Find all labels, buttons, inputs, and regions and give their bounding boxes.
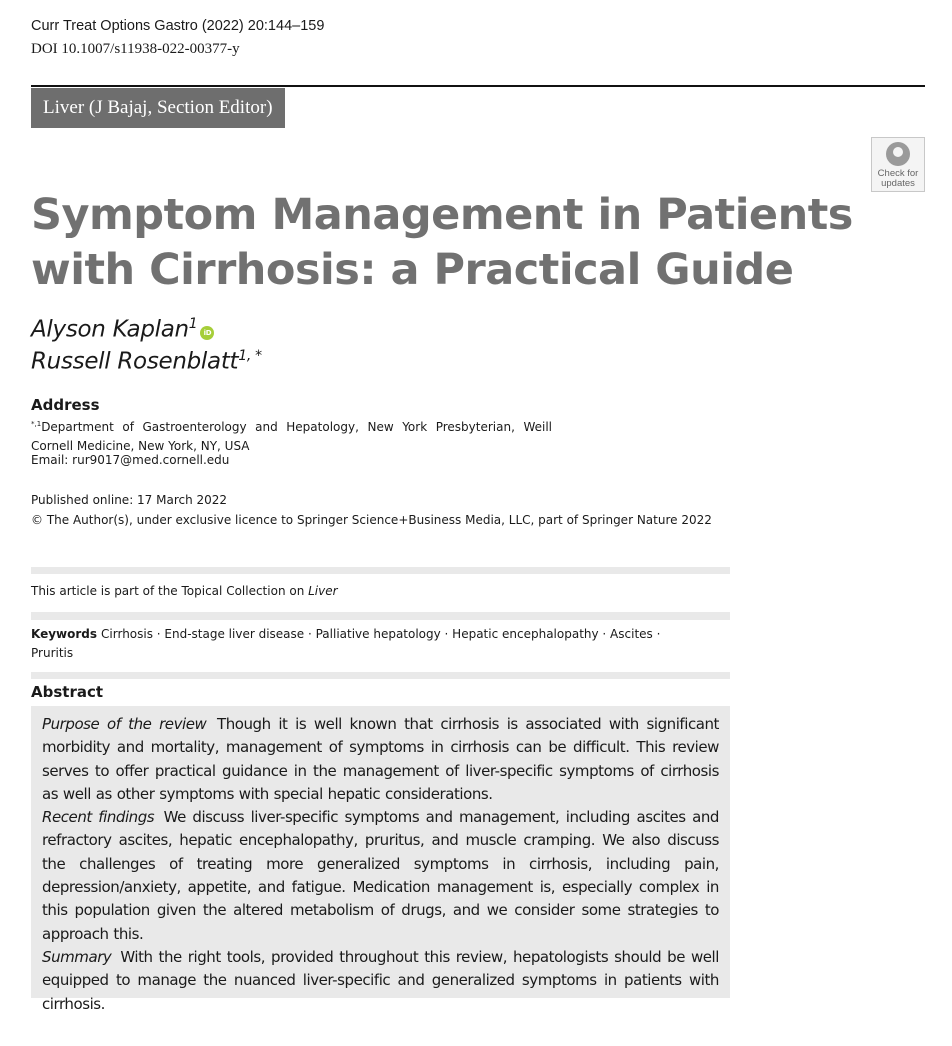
address-line: Department of Gastroenterology and Hepatology, New York Presbyterian, Weill Cornell Medicine, New York, NY, USA bbox=[31, 420, 552, 453]
summary-text: With the right tools, provided throughout this review, hepatologists should be well equipped to manage the nuanced liver-specific and generalized symptoms in patients with cirrhosis. bbox=[42, 947, 719, 1013]
topical-collection bbox=[31, 584, 338, 598]
findings-text: We discuss liver-specific symptoms and management, including ascites and refractory ascites, hepatic encephalopathy, pruritus, and muscle cramping. We also discuss the challenges of treating more generalized symptoms in cirrhosis, including pain, depression/anxiety, appetite, and fatigue. Medication management is, especially complex in this population given the altered metabolism of drugs, and we consider some strategies to approach this. bbox=[42, 808, 719, 943]
author-1-name[interactable]: Alyson Kaplan bbox=[31, 316, 189, 343]
author-2-affiliation: 1, * bbox=[238, 348, 262, 364]
author-1-affiliation: 1 bbox=[188, 316, 198, 332]
article-title bbox=[31, 188, 871, 298]
summary-label: Summary bbox=[42, 947, 112, 966]
abstract-box bbox=[31, 706, 730, 1013]
journal-citation: Curr Treat Options Gastro (2022) 20:144–159 bbox=[31, 18, 325, 34]
keywords-label: Keywords bbox=[31, 627, 98, 641]
author-1 bbox=[31, 310, 214, 344]
abstract-summary bbox=[42, 946, 719, 1016]
orcid-icon[interactable]: iD bbox=[200, 326, 214, 340]
collection-topic[interactable]: Liver bbox=[308, 584, 338, 598]
check-for-updates-icon bbox=[886, 142, 910, 166]
check-updates-line1: Check for bbox=[877, 168, 919, 179]
divider-band bbox=[31, 612, 730, 620]
keywords-list: Cirrhosis · End-stage liver disease · Palliative hepatology · Hepatic encephalopathy · Ascites · Pruritis bbox=[31, 627, 661, 660]
title-line-2: with Cirrhosis: a Practical Guide bbox=[31, 245, 794, 295]
header-rule bbox=[31, 85, 925, 87]
address-heading: Address bbox=[31, 396, 100, 414]
purpose-label: Purpose of the review bbox=[42, 715, 207, 733]
section-banner: Liver (J Bajaj, Section Editor) bbox=[31, 88, 285, 128]
check-updates-line2: updates bbox=[881, 178, 915, 189]
email-line[interactable]: Email: rur9017@med.cornell.edu bbox=[31, 453, 230, 467]
title-line-1: Symptom Management in Patients bbox=[31, 190, 853, 240]
author-2-name[interactable]: Russell Rosenblatt bbox=[31, 348, 239, 375]
divider-band bbox=[31, 567, 730, 574]
collection-prefix: This article is part of the Topical Collection on bbox=[31, 584, 309, 598]
abstract-findings bbox=[42, 806, 719, 946]
check-for-updates-button[interactable] bbox=[871, 137, 925, 192]
abstract-purpose bbox=[42, 713, 719, 806]
author-2 bbox=[31, 342, 262, 376]
published-date: Published online: 17 March 2022 bbox=[31, 493, 228, 507]
purpose-text: Though it is well known that cirrhosis is associated with significant morbidity and mortality, management of symptoms in cirrhosis can be difficult. This review serves to offer practical guidance in the management of liver-specific symptoms of cirrhosis as well as other symptoms with special hepatic considerations. bbox=[42, 715, 719, 803]
findings-label: Recent findings bbox=[42, 808, 155, 827]
keywords bbox=[31, 625, 691, 663]
abstract-heading: Abstract bbox=[31, 683, 104, 701]
address-sup: *,1 bbox=[31, 420, 42, 428]
address-text bbox=[31, 415, 552, 456]
copyright-line: © The Author(s), under exclusive licence to Springer Science+Business Media, LLC, part of Springer Nature 2022 bbox=[31, 513, 712, 527]
doi-line[interactable]: DOI 10.1007/s11938-022-00377-y bbox=[31, 41, 240, 57]
divider-band bbox=[31, 672, 730, 679]
